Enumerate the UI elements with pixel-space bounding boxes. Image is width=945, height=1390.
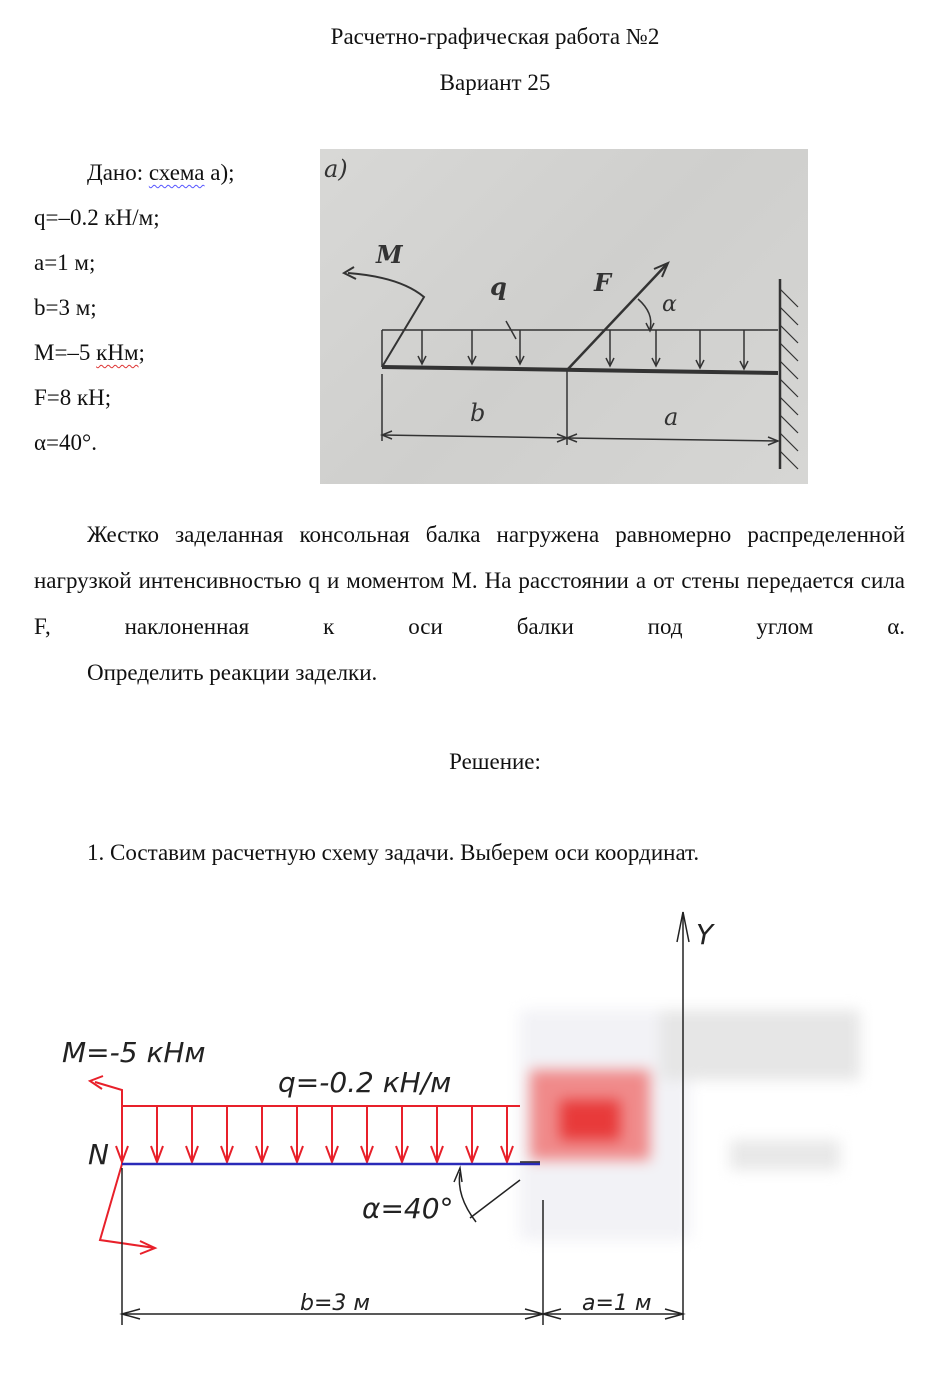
solution-step-1: 1. Составим расчетную схему задачи. Выберем оси координат.	[87, 840, 700, 865]
given-M: M=–5 кНм;	[34, 340, 145, 365]
distributed-load	[116, 1106, 520, 1164]
alpha-arc	[454, 1168, 520, 1222]
blurred-region	[520, 1010, 860, 1240]
label-alpha-scheme: α=40°	[362, 1192, 454, 1225]
figure-label: а)	[324, 155, 348, 183]
label-M: M	[376, 240, 403, 269]
scheme-word: схема	[148, 160, 205, 185]
given-a: a=1 м;	[34, 250, 96, 275]
M-unit: кНм	[96, 340, 139, 365]
load-arrows	[418, 330, 748, 369]
variant-label: Вариант 25	[439, 70, 551, 95]
moment-arrow	[348, 273, 424, 367]
calculation-scheme	[0, 900, 945, 1340]
label-N: N	[88, 1138, 109, 1171]
given-b: b=3 м;	[34, 295, 97, 320]
solution-heading: Решение:	[449, 749, 541, 774]
label-q: q	[490, 272, 507, 301]
force-arrow	[568, 265, 666, 369]
figure-a-drawing	[320, 149, 808, 484]
label-F: F	[594, 268, 612, 297]
label-Y: Y	[696, 918, 714, 951]
problem-statement: Жестко заделанная консольная балка нагружена равномерно распределенной нагрузкой интенсивностью q и моментом M. На расстоянии a от стены передается сила F, наклоненная к оси балки под углом α.	[34, 522, 905, 639]
label-b-scheme: b=3 м	[300, 1291, 370, 1316]
dimension-b	[382, 435, 567, 438]
given-q: q=–0.2 кН/м;	[34, 205, 160, 230]
figure-a-photo	[320, 149, 808, 484]
problem-task: Определить реакции заделки.	[87, 660, 378, 685]
load-arrows-red	[151, 1106, 513, 1162]
label-a-scheme: a=1 м	[582, 1291, 652, 1316]
label-b: b	[470, 399, 486, 427]
given-F: F=8 кН;	[34, 385, 112, 410]
label-load: q=-0.2 кН/м	[278, 1066, 452, 1099]
angle-arc	[638, 299, 651, 329]
beam	[382, 367, 778, 373]
dimension-a	[567, 438, 778, 441]
wall-hatch	[780, 289, 798, 469]
given-alpha: α=40°.	[34, 430, 97, 455]
document-title: Расчетно-графическая работа №2	[330, 24, 660, 49]
given-scheme: Дано: схема а);	[87, 160, 235, 185]
label-moment: M=-5 кНм	[62, 1036, 206, 1069]
label-alpha: α	[662, 292, 677, 317]
label-a: a	[664, 403, 679, 431]
